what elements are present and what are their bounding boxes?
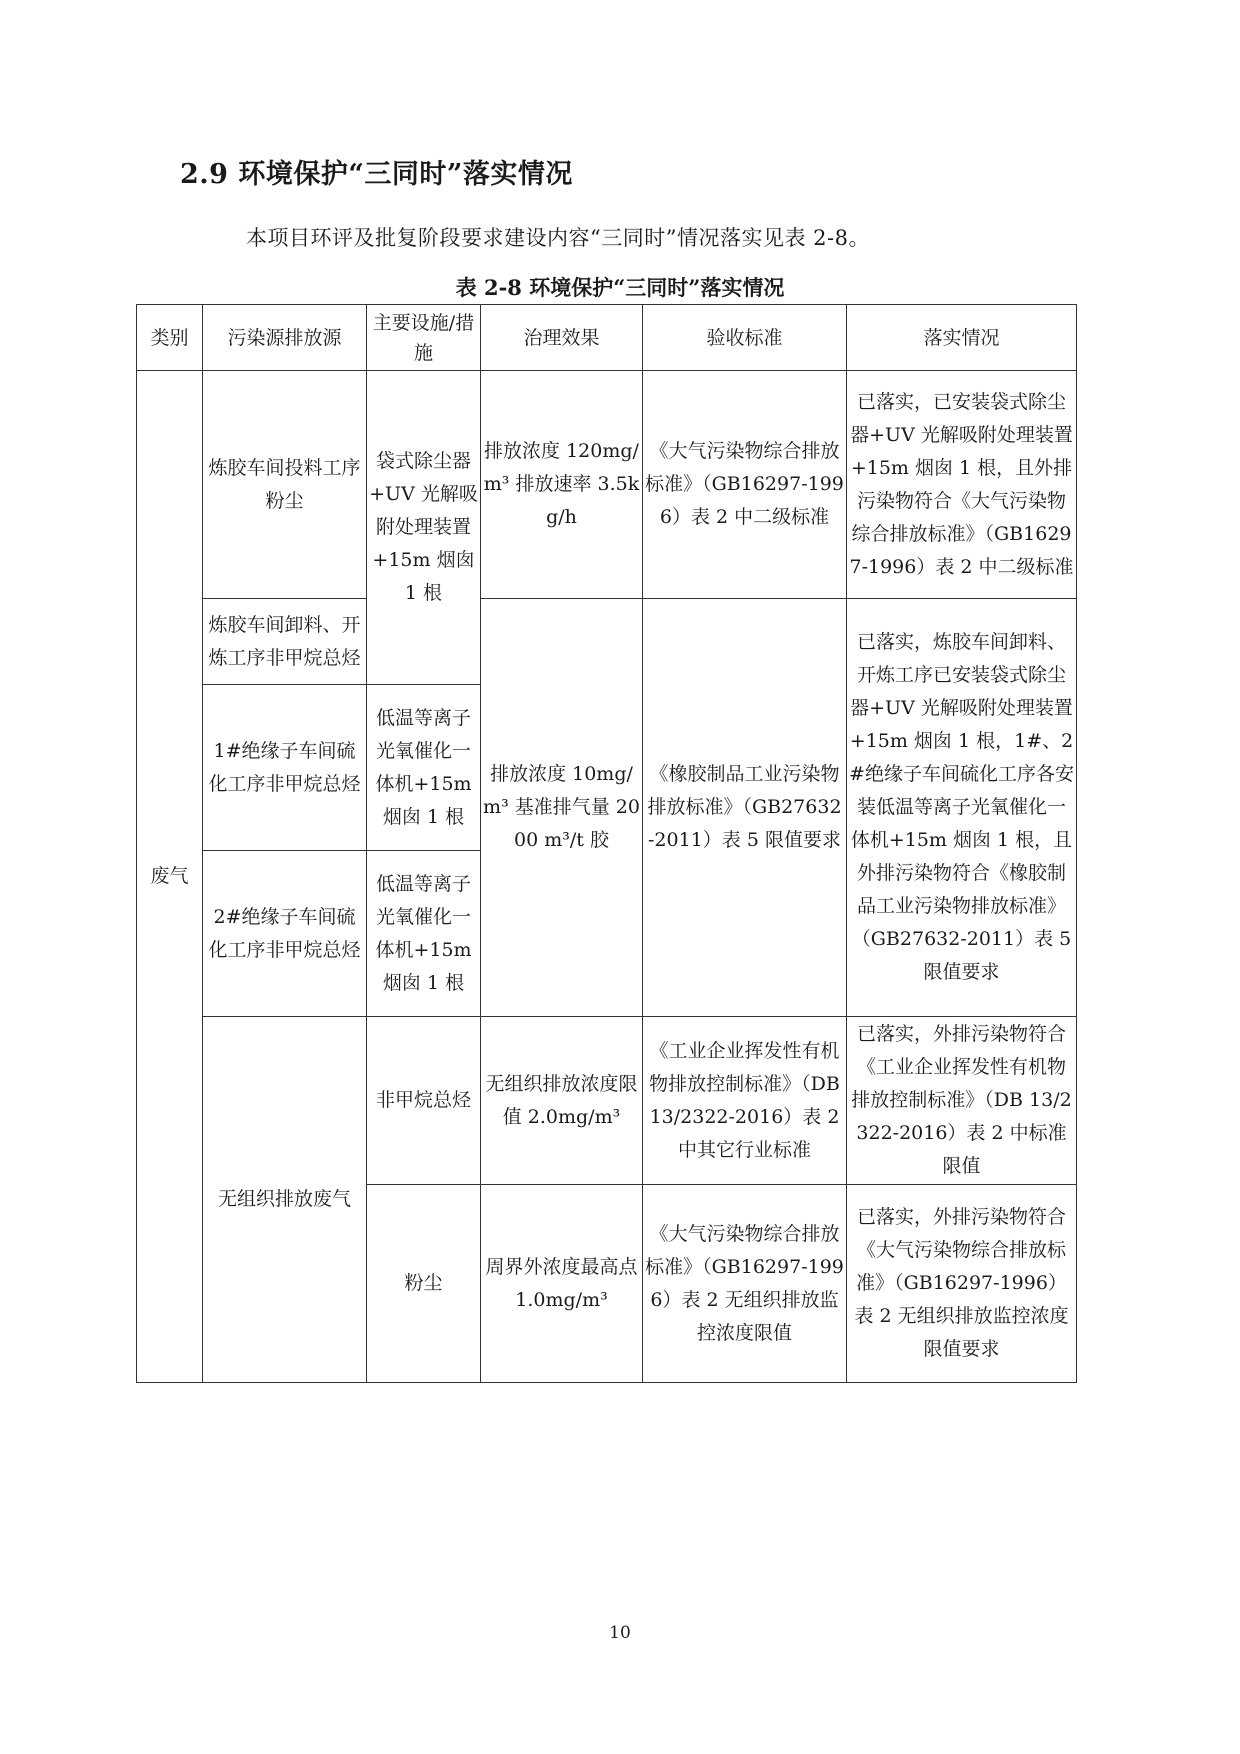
section-heading: 2.9 环境保护“三同时”落实情况 [180,159,573,190]
status-cell: 已落实，外排污染物符合《大气污染物综合排放标准》（GB16297-1996）表 2 无组织排放监控浓度限值要求 [847,1185,1077,1383]
effect-cell: 无组织排放浓度限值 2.0mg/m³ [481,1017,643,1185]
source-cell: 1#绝缘子车间硫化工序非甲烷总烃 [203,685,367,851]
source-cell: 无组织排放废气 [203,1017,367,1383]
effect-cell: 排放浓度 120mg/m³ 排放速率 3.5kg/h [481,371,643,599]
facility-cell: 低温等离子光氧催化一体机+15m 烟囱 1 根 [367,851,481,1017]
header-effect: 治理效果 [481,305,643,371]
effect-cell: 周界外浓度最高点 1.0mg/m³ [481,1185,643,1383]
facility-cell: 袋式除尘器+UV 光解吸附处理装置+15m 烟囱 1 根 [367,371,481,685]
table-row [137,1017,1077,1185]
intro-paragraph: 本项目环评及批复阶段要求建设内容“三同时”情况落实见表 2-8。 [246,226,870,250]
source-cell: 炼胶车间投料工序粉尘 [203,371,367,599]
table-row [137,599,1077,685]
table-caption: 表 2-8 环境保护“三同时”落实情况 [455,275,785,300]
facility-cell: 低温等离子光氧催化一体机+15m 烟囱 1 根 [367,685,481,851]
facility-cell: 非甲烷总烃 [367,1017,481,1185]
source-cell: 2#绝缘子车间硫化工序非甲烷总烃 [203,851,367,1017]
standard-cell: 《大气污染物综合排放标准》（GB16297-1996）表 2 中二级标准 [643,371,847,599]
header-facility: 主要设施/措施 [367,305,481,371]
page-number: 10 [609,1623,631,1643]
status-cell: 已落实，炼胶车间卸料、开炼工序已安装袋式除尘器+UV 光解吸附处理装置+15m 烟囱 1 根，1#、2#绝缘子车间硫化工序各安装低温等离子光氧催化一体机+15m 烟囱 1 根，且外排污染物符合《橡胶制品工业污染物排放标准》（GB27632-2011）表 5 限值要求 [847,599,1077,1017]
effect-cell: 排放浓度 10mg/m³ 基准排气量 2000 m³/t 胶 [481,599,643,1017]
standard-cell: 《橡胶制品工业污染物排放标准》（GB27632-2011）表 5 限值要求 [643,599,847,1017]
header-standard: 验收标准 [643,305,847,371]
table-header-row [137,305,1077,371]
source-cell: 炼胶车间卸料、开炼工序非甲烷总烃 [203,599,367,685]
table-row [137,371,1077,599]
standard-cell: 《大气污染物综合排放标准》（GB16297-1996）表 2 无组织排放监控浓度限值 [643,1185,847,1383]
header-status: 落实情况 [847,305,1077,371]
status-cell: 已落实，已安装袋式除尘器+UV 光解吸附处理装置+15m 烟囱 1 根，且外排污染物符合《大气污染物综合排放标准》（GB16297-1996）表 2 中二级标准 [847,371,1077,599]
three-simultaneous-table [136,304,1077,1383]
standard-cell: 《工业企业挥发性有机物排放控制标准》（DB 13/2322-2016）表 2 中其它行业标准 [643,1017,847,1185]
header-category: 类别 [137,305,203,371]
status-cell: 已落实，外排污染物符合《工业企业挥发性有机物排放控制标准》（DB 13/2322-2016）表 2 中标准限值 [847,1017,1077,1185]
header-source: 污染源排放源 [203,305,367,371]
facility-cell: 粉尘 [367,1185,481,1383]
category-cell: 废气 [137,371,203,1383]
